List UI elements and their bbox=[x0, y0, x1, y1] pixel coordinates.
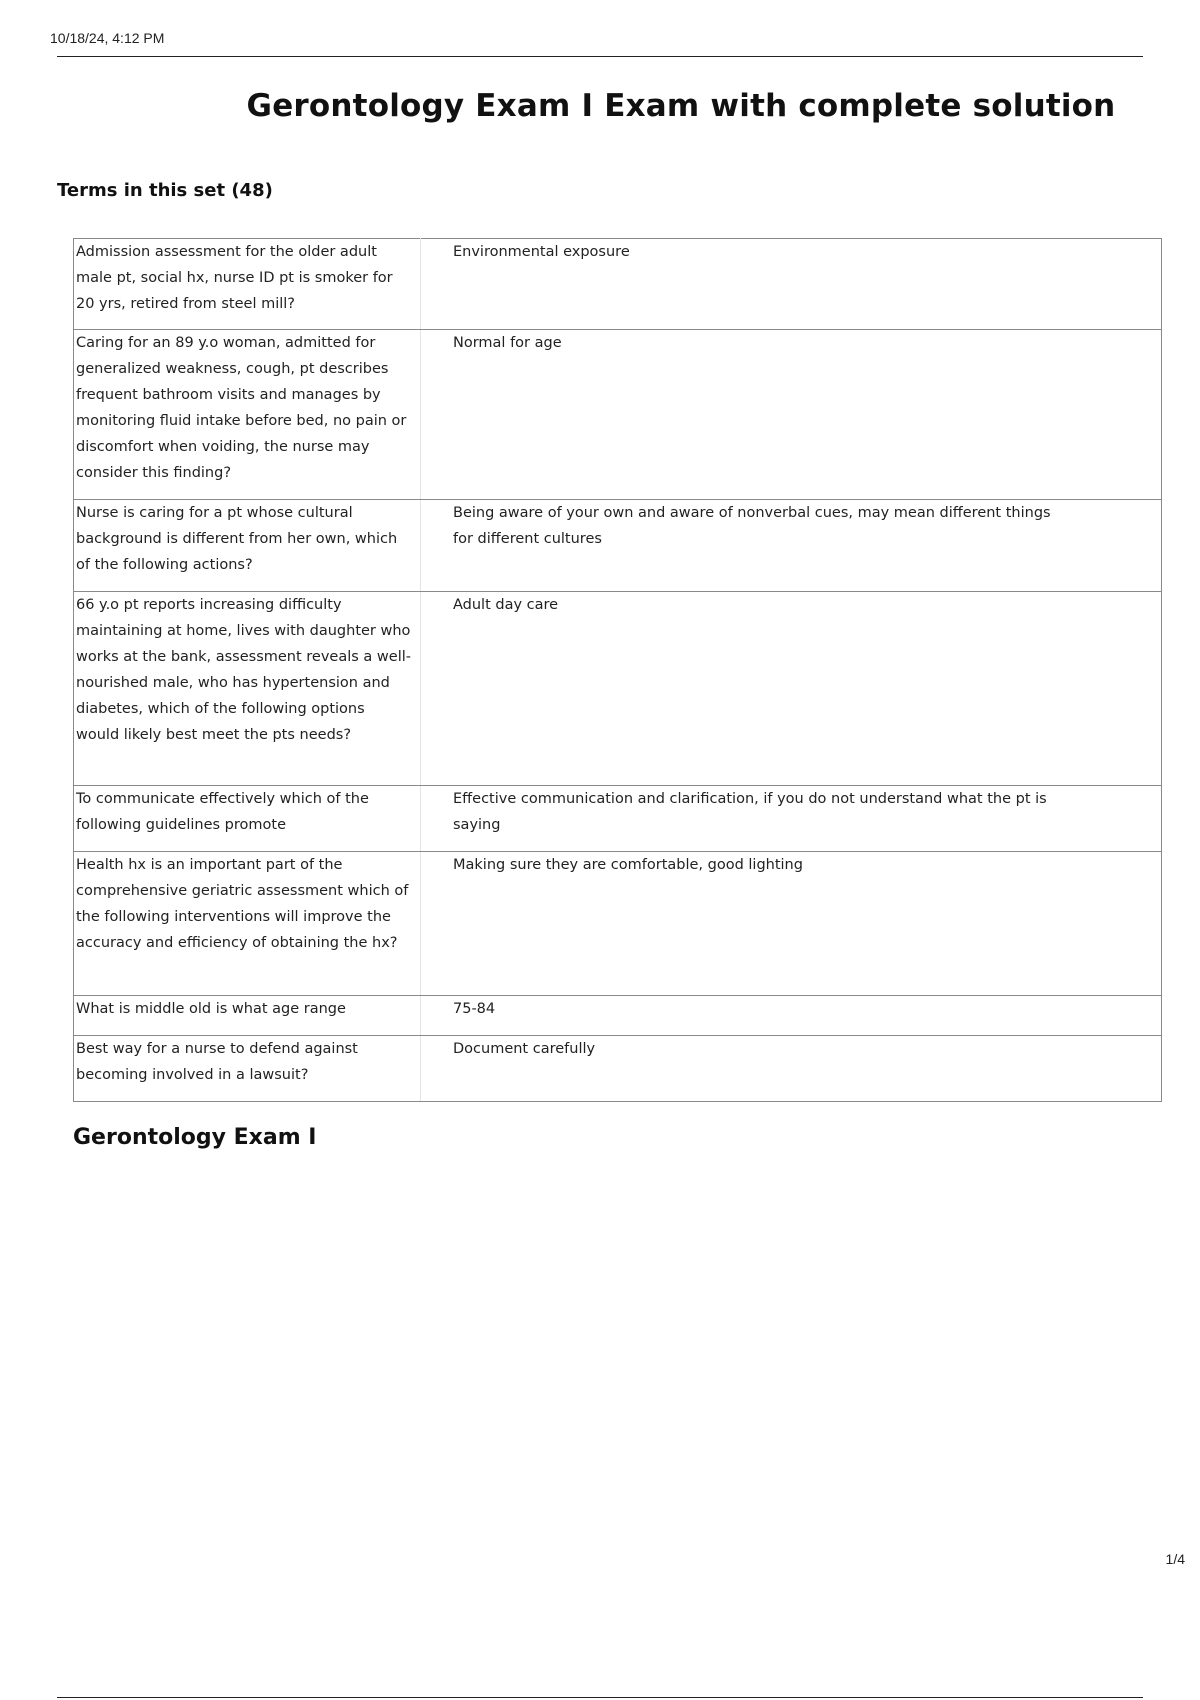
term-row bbox=[74, 592, 1162, 786]
term-text: Health hx is an important part of the comprehensive geriatric assessment which of the following interventions will improve the accuracy and efficiency of obtaining the hx? bbox=[76, 857, 409, 951]
term-cell bbox=[74, 996, 421, 1036]
term-cell bbox=[74, 592, 421, 786]
term-cell bbox=[74, 786, 421, 852]
definition-cell bbox=[421, 330, 1162, 500]
term-cell bbox=[74, 330, 421, 500]
term-row bbox=[74, 330, 1162, 500]
term-text: Nurse is caring for a pt whose cultural background is different from her own, which of the following actions? bbox=[76, 505, 398, 573]
definition-cell bbox=[421, 786, 1162, 852]
term-text: Caring for an 89 y.o woman, admitted for generalized weakness, cough, pt describes frequent bathroom visits and manages by monitoring fluid intake before bed, no pain or discomfort when voiding, the nurse may consider this finding? bbox=[76, 335, 407, 481]
definition-text: Environmental exposure bbox=[453, 244, 630, 260]
header-divider bbox=[57, 56, 1143, 57]
definition-text: 75-84 bbox=[453, 1001, 496, 1017]
term-cell bbox=[74, 852, 421, 996]
definition-text: Adult day care bbox=[453, 597, 559, 613]
term-row bbox=[74, 1036, 1162, 1102]
definition-cell bbox=[421, 239, 1162, 330]
term-row bbox=[74, 786, 1162, 852]
term-row bbox=[74, 996, 1162, 1036]
definition-cell bbox=[421, 592, 1162, 786]
page-number: 1/4 bbox=[1165, 1551, 1185, 1567]
term-text: Best way for a nurse to defend against becoming involved in a lawsuit? bbox=[76, 1041, 358, 1083]
definition-text: Being aware of your own and aware of nonverbal cues, may mean different things for different cultures bbox=[453, 505, 1051, 547]
definition-cell bbox=[421, 1036, 1162, 1102]
print-timestamp: 10/18/24, 4:12 PM bbox=[50, 30, 165, 46]
term-cell bbox=[74, 239, 421, 330]
definition-text: Normal for age bbox=[453, 335, 562, 351]
term-text: To communicate effectively which of the following guidelines promote bbox=[76, 791, 369, 833]
definition-cell bbox=[421, 852, 1162, 996]
terms-set-heading: Terms in this set (48) bbox=[57, 180, 273, 201]
term-row bbox=[74, 500, 1162, 592]
document-title: Gerontology Exam I Exam with complete solution bbox=[246, 88, 1116, 124]
terms-table bbox=[73, 238, 1162, 1102]
footer-divider bbox=[57, 1697, 1143, 1698]
term-text: Admission assessment for the older adult male pt, social hx, nurse ID pt is smoker for 20 yrs, retired from steel mill? bbox=[76, 244, 393, 312]
definition-text: Effective communication and clarification, if you do not understand what the pt is saying bbox=[453, 791, 1047, 833]
definition-cell bbox=[421, 500, 1162, 592]
definition-text: Document carefully bbox=[453, 1041, 596, 1057]
definition-cell bbox=[421, 996, 1162, 1036]
term-row bbox=[74, 852, 1162, 996]
term-text: What is middle old is what age range bbox=[76, 1001, 346, 1017]
term-cell bbox=[74, 1036, 421, 1102]
definition-text: Making sure they are comfortable, good lighting bbox=[453, 857, 803, 873]
term-text: 66 y.o pt reports increasing difficulty maintaining at home, lives with daughter who works at the bank, assessment reveals a well-nourished male, who has hypertension and diabetes, which of the following options would likely best meet the pts needs? bbox=[76, 597, 411, 743]
term-row bbox=[74, 239, 1162, 330]
term-cell bbox=[74, 500, 421, 592]
set-subtitle: Gerontology Exam I bbox=[73, 1125, 317, 1150]
